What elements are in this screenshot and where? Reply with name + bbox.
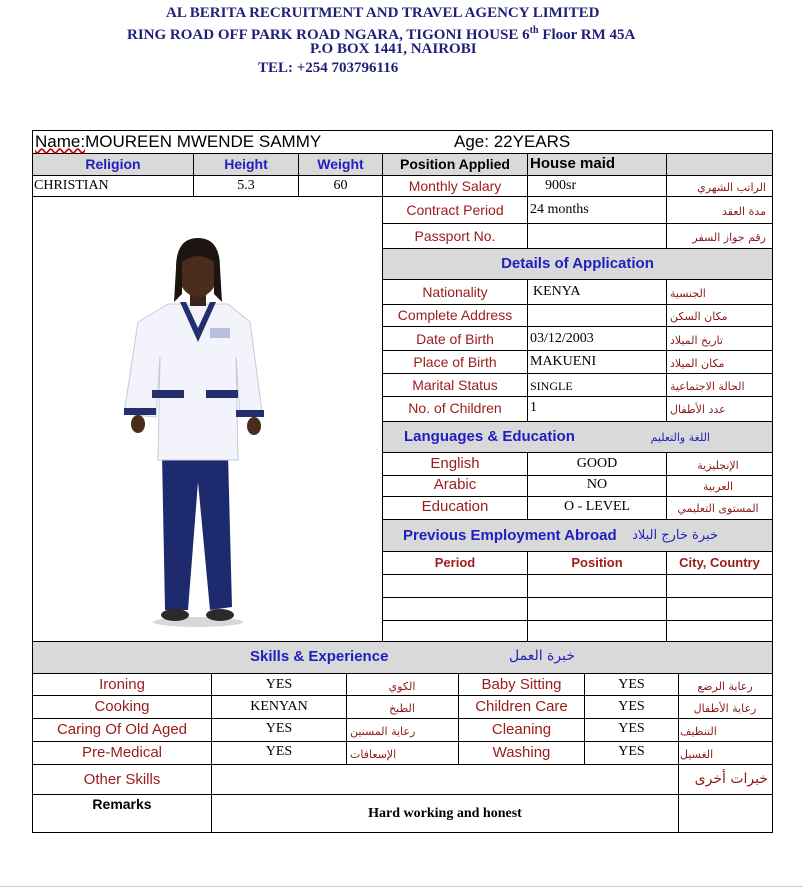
- name-value: MOUREEN MWENDE SAMMY: [85, 132, 322, 151]
- position-applied-value: House maid: [530, 155, 616, 172]
- english-label: English: [430, 455, 480, 472]
- address-superscript: th: [529, 25, 539, 36]
- religion-header: Religion: [85, 156, 141, 172]
- height-header: Height: [224, 156, 268, 172]
- marital-arabic: الحالة الاجتماعية: [670, 380, 745, 393]
- address-label: Complete Address: [397, 307, 513, 323]
- education-label: Education: [421, 498, 489, 515]
- skill-washing-value: YES: [618, 744, 645, 759]
- employment-title-arabic: خبرة خارج البلاد: [632, 528, 718, 543]
- dob-label: Date of Birth: [416, 331, 494, 347]
- children-arabic: عدد الأطفال: [670, 403, 726, 416]
- name-label: Name:: [35, 132, 86, 151]
- skill-ironing-arabic: الكوي: [388, 680, 416, 693]
- marital-label: Marital Status: [412, 377, 498, 393]
- candidate-name: [35, 132, 321, 151]
- address-arabic: مكان السكن: [670, 310, 728, 323]
- languages-title: Languages & Education: [404, 428, 575, 445]
- weight-value: 60: [333, 178, 348, 193]
- english-arabic: الإنجليزية: [697, 459, 739, 472]
- employment-title: Previous Employment Abroad: [403, 527, 617, 544]
- skill-cooking-value: KENYAN: [250, 699, 308, 714]
- address-line: RING ROAD OFF PARK ROAD NGARA, TIGONI HOUSE 6: [127, 27, 530, 43]
- contract-period-value: 24 months: [530, 202, 589, 217]
- salary-value: 900sr: [545, 178, 577, 193]
- nationality-label: Nationality: [422, 284, 488, 300]
- children-value: 1: [530, 400, 537, 415]
- nationality-value: KENYA: [533, 284, 581, 299]
- skill-cleaning-label: Cleaning: [491, 721, 552, 738]
- skills-title-arabic: خبرة العمل: [509, 648, 575, 664]
- passport-arabic: رقم جواز السفر: [692, 231, 766, 244]
- skill-washing-label: Washing: [492, 744, 551, 761]
- birthplace-arabic: مكان الميلاد: [670, 357, 725, 370]
- other-skills-label: Other Skills: [83, 771, 161, 788]
- skills-title: Skills & Experience: [250, 648, 389, 665]
- english-value: GOOD: [576, 456, 618, 471]
- nationality-arabic: الجنسية: [670, 287, 706, 300]
- passport-label: Passport No.: [414, 228, 496, 244]
- languages-title-arabic: اللغة والتعليم: [650, 431, 710, 444]
- po-box: P.O BOX 1441, NAIROBI: [310, 41, 477, 57]
- religion-value: CHRISTIAN: [34, 178, 109, 193]
- marital-value: SINGLE: [530, 379, 573, 393]
- arabic-value: NO: [586, 477, 608, 492]
- contract-period-arabic: مدة العقد: [722, 205, 766, 218]
- skill-premedical-value: YES: [265, 744, 293, 759]
- other-skills-arabic: خبرات أخرى: [694, 771, 768, 787]
- children-label: No. of Children: [408, 400, 502, 416]
- remarks-label: Remarks: [92, 796, 152, 812]
- application-title: Details of Application: [501, 255, 654, 272]
- skill-ironing-value: YES: [265, 677, 293, 692]
- skill-cleaning-value: YES: [618, 721, 645, 736]
- address-floor: Floor RM 45A: [538, 27, 636, 43]
- arabic-label: Arabic: [433, 476, 477, 493]
- salary-arabic: الراتب الشهري: [697, 181, 766, 194]
- employment-col-position: Position: [571, 555, 623, 570]
- skill-childrencare-arabic: رعاية الأطفال: [693, 702, 757, 715]
- birthplace-value: MAKUENI: [530, 354, 597, 369]
- skill-premedical-label: Pre-Medical: [81, 744, 163, 761]
- skill-cooking-label: Cooking: [94, 698, 150, 715]
- position-applied-label: Position Applied: [400, 156, 510, 172]
- company-name: AL BERITA RECRUITMENT AND TRAVEL AGENCY LIMITED: [166, 5, 600, 21]
- dob-value: 03/12/2003: [530, 331, 594, 346]
- education-value: O - LEVEL: [563, 499, 631, 514]
- telephone: TEL: +254 703796116: [258, 60, 399, 76]
- height-value: 5.3: [237, 178, 255, 193]
- skill-caring-label: Caring Of Old Aged: [56, 721, 188, 738]
- salary-label: Monthly Salary: [408, 178, 502, 194]
- skill-premedical-arabic: الإسعافات: [350, 748, 397, 761]
- skill-cooking-arabic: الطبخ: [389, 702, 415, 715]
- education-arabic: المستوى التعليمي: [677, 502, 759, 515]
- dob-arabic: تاريخ الميلاد: [670, 334, 723, 347]
- candidate-photo: [110, 232, 290, 632]
- employment-col-period: Period: [434, 555, 476, 570]
- page-bottom-rule: [0, 886, 803, 887]
- skill-babysitting-arabic: رعاية الرضع: [697, 680, 753, 693]
- skill-ironing-label: Ironing: [99, 676, 145, 693]
- skill-caring-value: YES: [265, 721, 293, 736]
- arabic-arabic: العربية: [702, 480, 734, 493]
- skill-cleaning-arabic: التنظيف: [680, 725, 717, 738]
- skill-childrencare-label: Children Care: [475, 698, 568, 715]
- skill-washing-arabic: الغسيل: [680, 748, 714, 761]
- candidate-age: Age: 22YEARS: [454, 132, 571, 151]
- contract-period-label: Contract Period: [406, 202, 504, 218]
- weight-header: Weight: [317, 156, 364, 172]
- skill-caring-arabic: رعاية المسنين: [350, 725, 416, 738]
- remarks-value: Hard working and honest: [368, 806, 522, 821]
- skill-babysitting-label: Baby Sitting: [481, 676, 562, 693]
- employment-col-city: City, Country: [679, 555, 760, 570]
- skills-header-bg: [33, 641, 772, 673]
- skill-childrencare-value: YES: [618, 699, 645, 714]
- skill-babysitting-value: YES: [618, 677, 645, 692]
- birthplace-label: Place of Birth: [413, 354, 497, 370]
